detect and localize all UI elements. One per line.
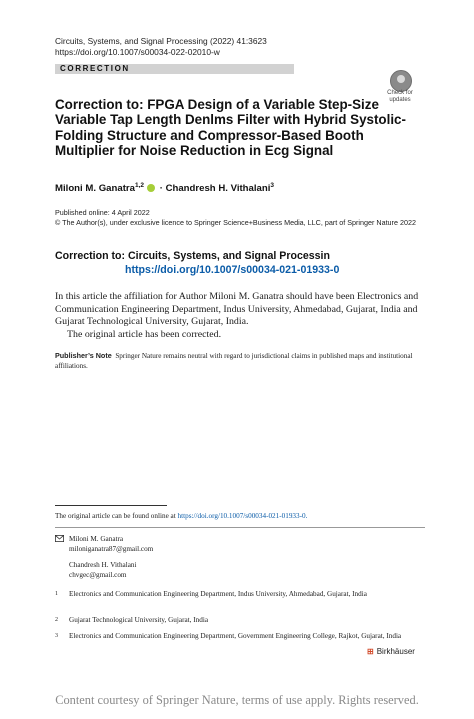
published-date: Published online: 4 April 2022 [55, 208, 150, 217]
publisher-name: Birkhäuser [376, 647, 415, 656]
author-name[interactable]: Miloni M. Ganatra [55, 183, 135, 195]
affiliation-number: 1 [55, 591, 58, 597]
contact-email[interactable]: chvgec@gmail.com [69, 571, 127, 579]
original-article-prefix: The original article can be found online at [55, 512, 176, 520]
body-paragraph: The original article has been corrected. [67, 328, 222, 340]
correction-doi-link[interactable]: https://doi.org/10.1007/s00034-021-01933-0 [125, 263, 340, 276]
correction-heading [55, 250, 435, 277]
publishers-note-label: Publisher’s Note [55, 351, 112, 360]
author-affiliation-ref: 3 [270, 182, 275, 189]
check-for-updates-circle [390, 70, 412, 92]
birkhauser-logo-icon: ⊞ [367, 647, 374, 656]
section-label: CORRECTION [60, 64, 130, 73]
affiliation-number: 3 [55, 633, 58, 639]
publication-meta [55, 208, 435, 228]
affiliation-text: Electronics and Communication Engineering Department, Indus University, Ahmedabad, Gujarat, India [69, 590, 367, 598]
envelope-icon [55, 535, 64, 542]
article-title: Correction to: FPGA Design of a Variable Step-Size Variable Tap Length Denlms Filter with Hybrid Systolic-Folding Structure and Compressor-Based Booth Multiplier for Noise Reduction in Ecg Signal [55, 97, 406, 159]
footnote-separator [55, 527, 425, 528]
contact-name: Chandresh H. Vithalani [69, 561, 137, 569]
affiliation-text: Gujarat Technological University, Gujarat, India [69, 616, 209, 624]
check-for-updates-text: Check for updates [387, 90, 413, 103]
publishers-note-text: Springer Nature remains neutral with regard to jurisdictional claims in published maps and institutional affiliations. [55, 352, 413, 371]
author-affiliation-ref: 1,2 [134, 182, 145, 189]
contact-name: Miloni M. Ganatra [69, 535, 124, 543]
author-separator: · [159, 183, 163, 195]
copyright-line: © The Author(s), under exclusive licence to Springer Science+Business Media, LLC, part of Springer Nature 2022 [55, 218, 416, 227]
affiliation-text: Electronics and Communication Engineering Department, Government Engineering College, Rajkot, Gujarat, India [69, 632, 402, 640]
section-bar [55, 64, 294, 74]
body-paragraph: In this article the affiliation for Author Miloni M. Ganatra should have been Electronics and Communication Engineering Department, Indus University, Ahmedabad, Gujarat, India and Gujarat Technological University, Gujarat, India. [55, 291, 419, 328]
correction-heading-text: Correction to: Circuits, Systems, and Signal Processin [55, 250, 330, 262]
author-line [55, 179, 274, 195]
original-article-note [55, 511, 307, 521]
article-doi[interactable]: https://doi.org/10.1007/s00034-022-02010-w [55, 47, 220, 57]
author-name[interactable]: Chandresh H. Vithalani [165, 183, 271, 195]
footnote-divider [55, 505, 167, 506]
publishers-note [55, 351, 425, 372]
journal-citation: Circuits, Systems, and Signal Processing (2022) 41:3623 [55, 36, 267, 46]
publisher-logo [367, 647, 415, 657]
courtesy-watermark: Content courtesy of Springer Nature, terms of use apply. Rights reserved. [55, 693, 419, 707]
correction-body [55, 291, 425, 341]
original-article-link[interactable]: https://doi.org/10.1007/s00034-021-01933-0. [177, 512, 308, 520]
contact-email[interactable]: miloniganatra87@gmail.com [69, 545, 154, 553]
orcid-icon[interactable] [147, 184, 155, 192]
affiliation-number: 2 [55, 617, 58, 623]
contact-list [69, 534, 369, 580]
journal-header [55, 36, 267, 58]
